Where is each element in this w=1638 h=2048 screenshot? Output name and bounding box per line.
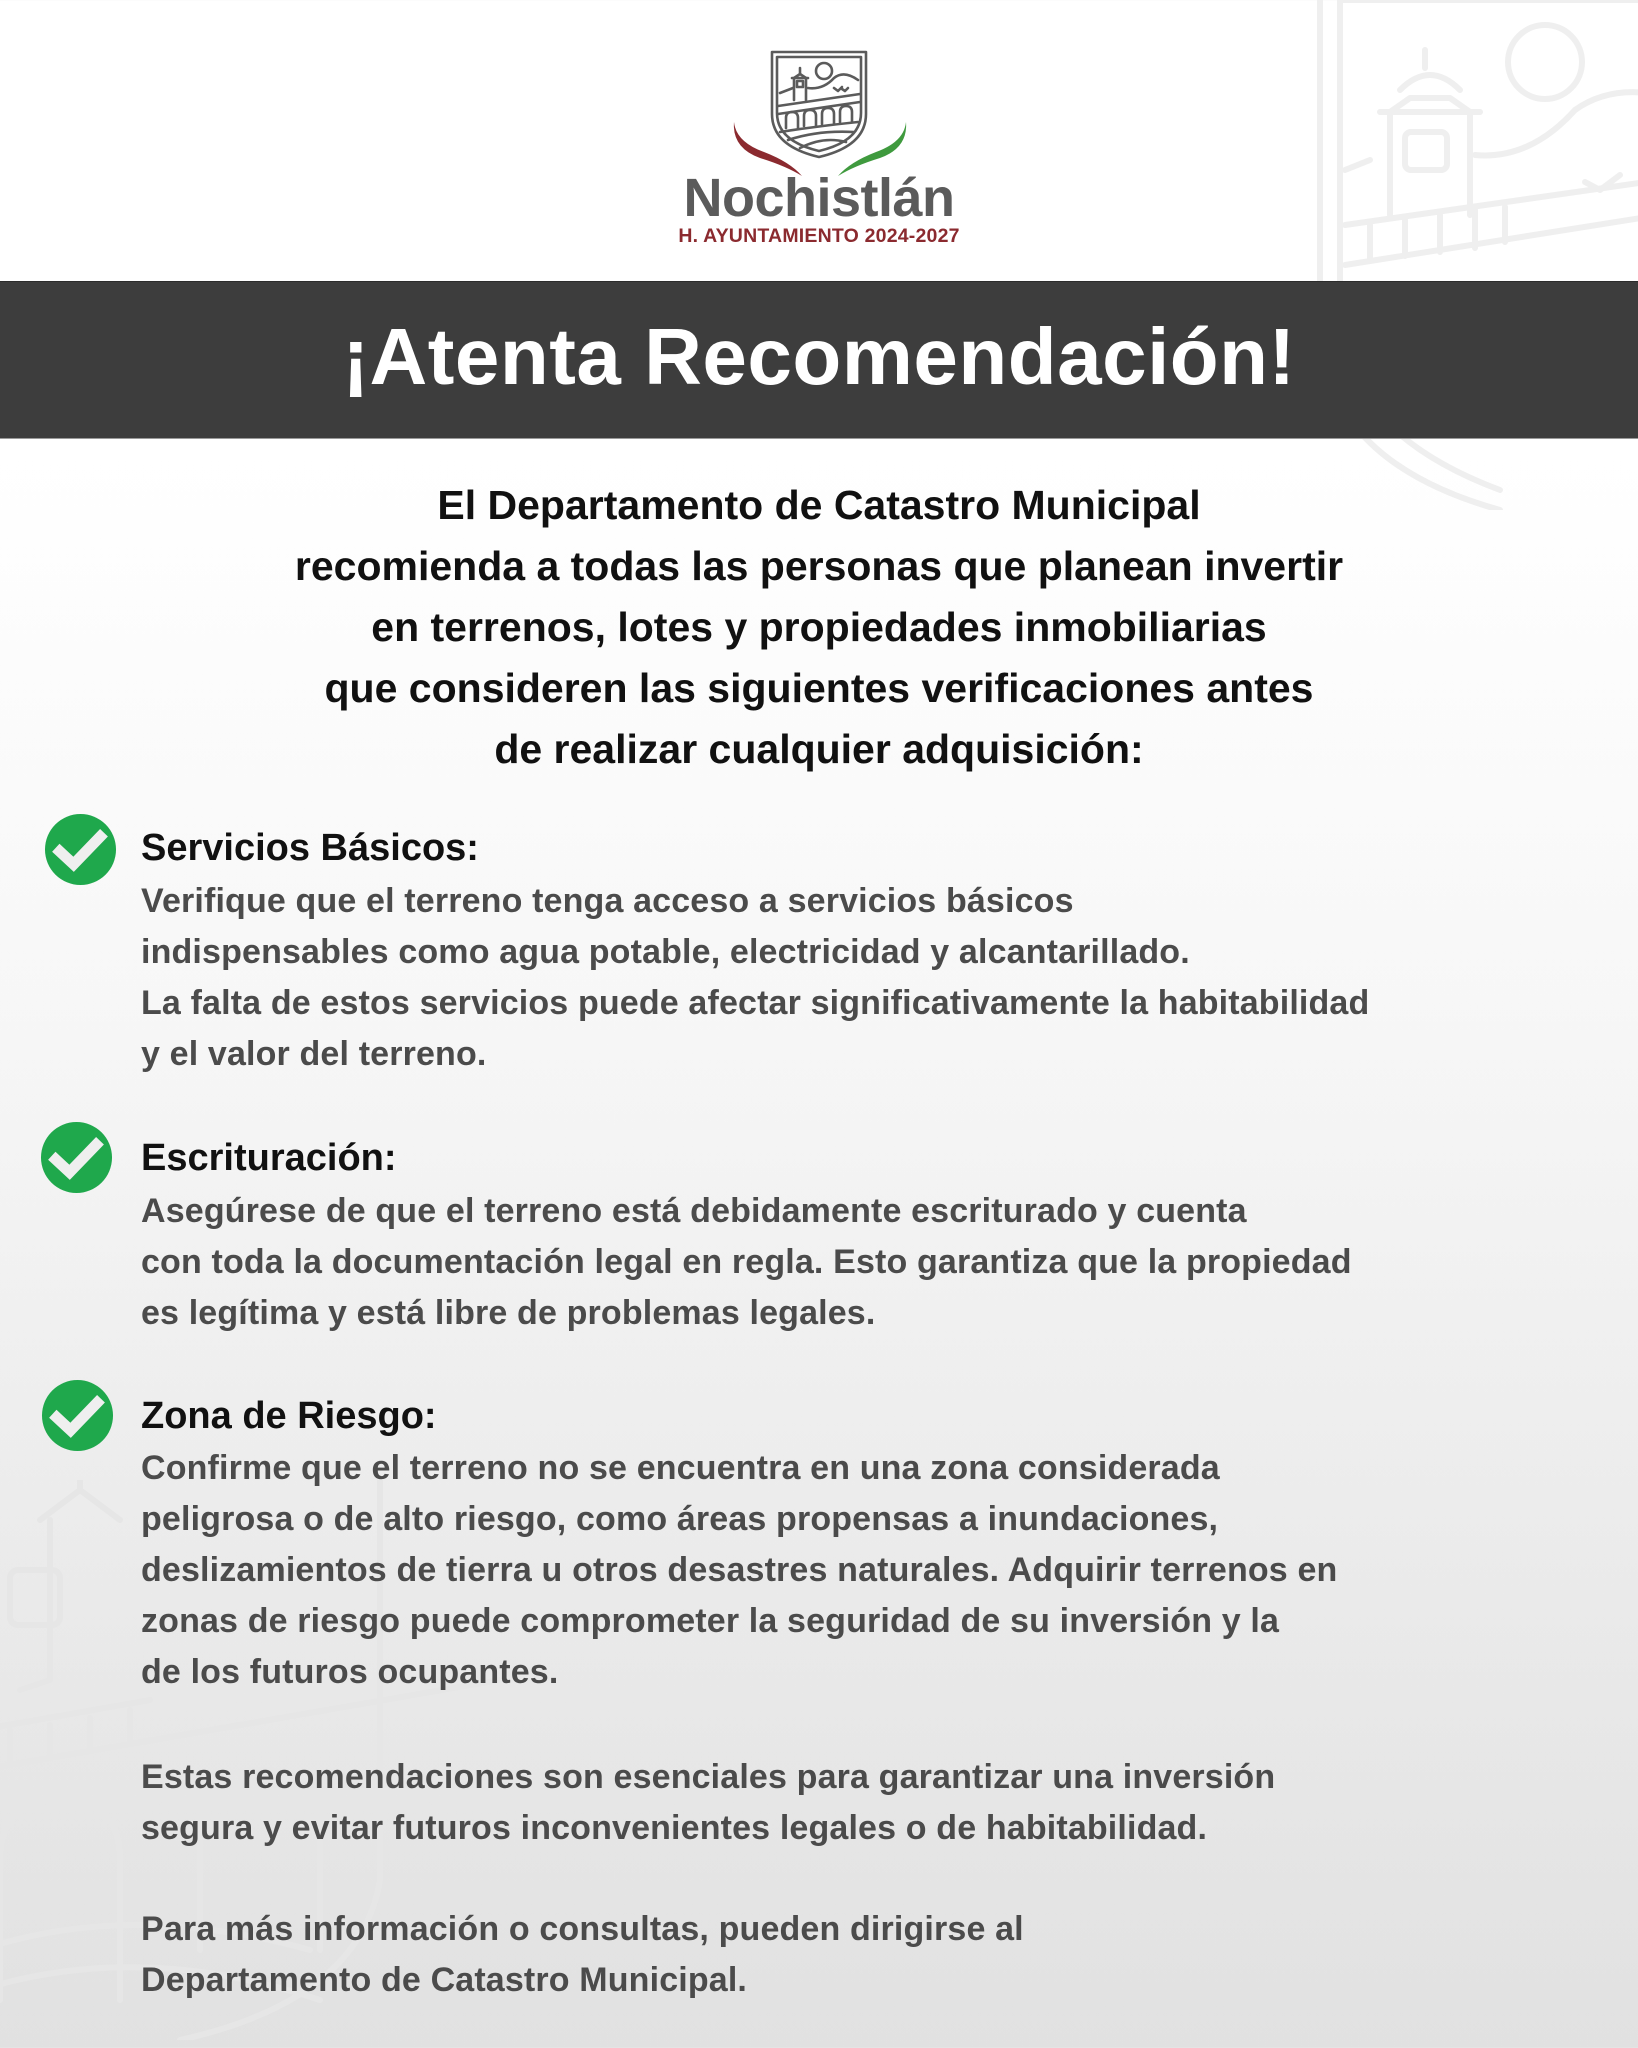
body-line: peligrosa o de alto riesgo, como áreas propensas a inundaciones,: [141, 1500, 1219, 1538]
body-line: deslizamientos de tierra u otros desastres naturales. Adquirir terrenos en: [141, 1551, 1338, 1589]
body-line: Departamento de Catastro Municipal.: [141, 1961, 748, 1999]
section-body: [141, 1186, 1352, 1339]
body-line: de los futuros ocupantes.: [141, 1653, 559, 1691]
body-line: La falta de estos servicios puede afectar significativamente la habitabilidad: [141, 984, 1370, 1022]
section-heading: Escrituración:: [141, 1137, 397, 1179]
closing-paragraph-contact: [141, 1904, 1024, 2006]
section-body: [141, 1443, 1337, 1698]
body-line: indispensables como agua potable, electricidad y alcantarillado.: [141, 933, 1190, 971]
intro-line: que consideren las siguientes verificaciones antes: [324, 665, 1314, 711]
closing-paragraph-essentials: [141, 1752, 1275, 1854]
body-line: Confirme que el terreno no se encuentra en una zona considerada: [141, 1449, 1220, 1487]
section-heading: Servicios Básicos:: [141, 827, 479, 869]
intro-paragraph: [0, 475, 1638, 780]
municipality-name: Nochistlán: [683, 168, 955, 228]
body-line: y el valor del terreno.: [141, 1035, 487, 1073]
check-circle-icon: [44, 813, 117, 886]
intro-line: de realizar cualquier adquisición:: [494, 726, 1144, 772]
intro-line: en terrenos, lotes y propiedades inmobiliarias: [371, 604, 1267, 650]
body-line: segura y evitar futuros inconvenientes legales o de habitabilidad.: [141, 1809, 1208, 1847]
title-banner: [0, 281, 1638, 439]
intro-line: recomienda a todas las personas que planean invertir: [294, 543, 1344, 589]
body-line: con toda la documentación legal en regla. Esto garantiza que la propiedad: [141, 1243, 1352, 1281]
check-circle-icon: [40, 1121, 113, 1194]
section-heading: Zona de Riesgo:: [141, 1395, 437, 1437]
page-title: ¡Atenta Recomendación!: [342, 312, 1296, 401]
intro-line: El Departamento de Catastro Municipal: [437, 482, 1201, 528]
check-circle-icon: [41, 1379, 114, 1452]
body-line: Asegúrese de que el terreno está debidamente escriturado y cuenta: [141, 1192, 1247, 1230]
body-line: es legítima y está libre de problemas legales.: [141, 1294, 876, 1332]
section-body: [141, 876, 1369, 1080]
municipality-subtitle: H. AYUNTAMIENTO 2024-2027: [678, 225, 960, 247]
body-line: Estas recomendaciones son esenciales para garantizar una inversión: [141, 1758, 1276, 1796]
body-line: Para más información o consultas, pueden dirigirse al: [141, 1910, 1024, 1948]
body-line: Verifique que el terreno tenga acceso a servicios básicos: [141, 882, 1074, 920]
body-line: zonas de riesgo puede comprometer la seguridad de su inversión y la: [141, 1602, 1280, 1640]
